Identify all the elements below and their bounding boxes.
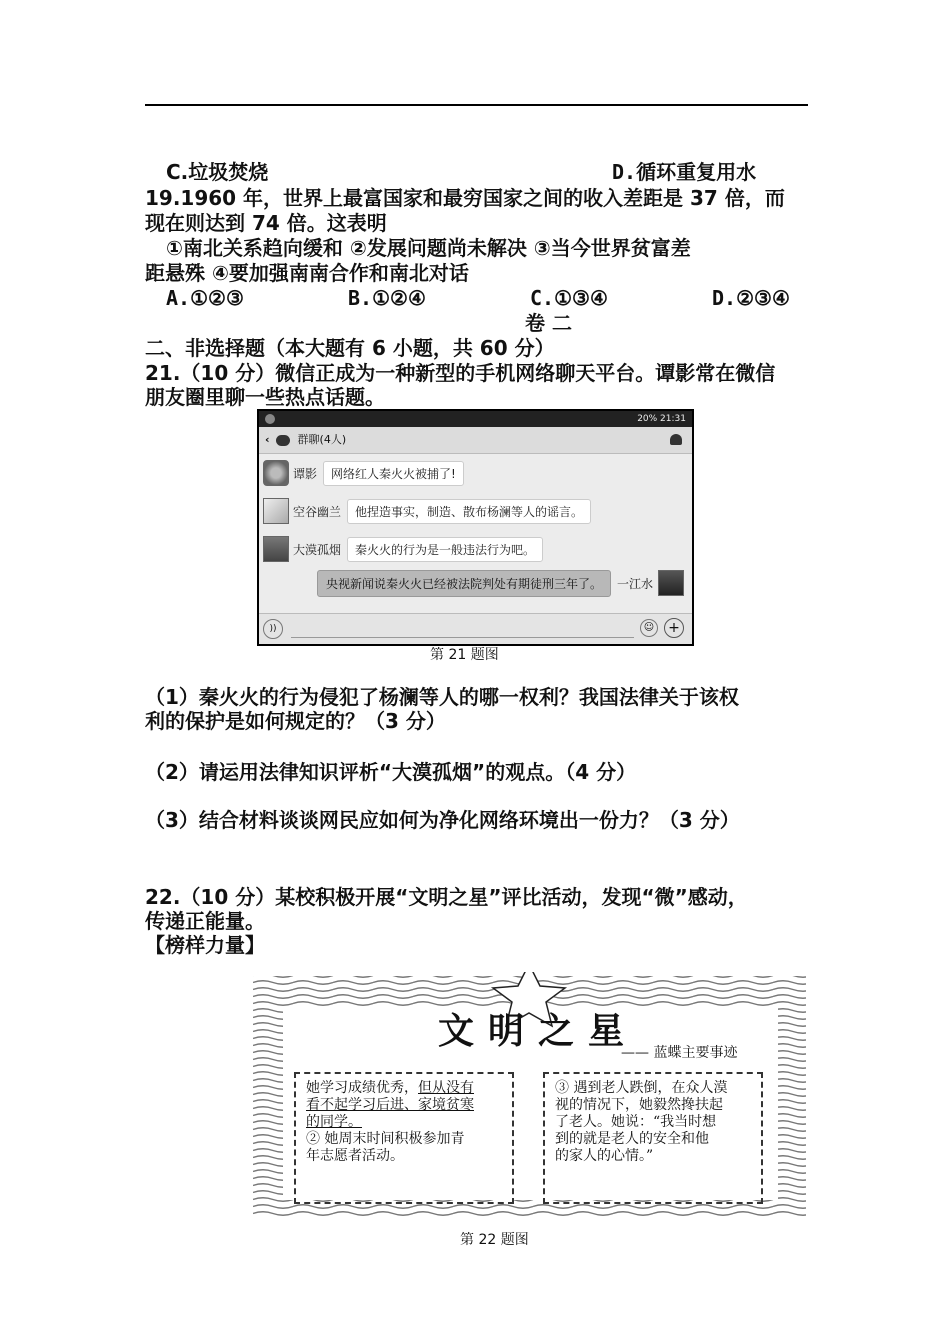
figure-22-caption: 第 22 题图: [460, 1232, 529, 1248]
message-input[interactable]: [291, 637, 634, 638]
deed-text: 看不起学习后进、家境贫寒: [306, 1097, 474, 1113]
sender-name: 一江水: [616, 576, 653, 591]
section-title: 二、非选择题（本大题有 6 小题，共 60 分）: [145, 336, 555, 360]
deed-box-1: [294, 1072, 514, 1204]
q19-items-line1: ①南北关系趋向缓和 ②发展问题尚未解决 ③当今世界贫富差: [166, 236, 691, 260]
avatar: [263, 536, 289, 562]
plus-icon[interactable]: +: [664, 618, 684, 638]
q21-sub1-line2: 利的保护是如何规定的？（3 分）: [145, 709, 446, 733]
app-icon: [265, 414, 275, 424]
q21-sub2: （2）请运用法律知识评析“大漠孤烟”的观点。（4 分）: [145, 760, 637, 784]
q21-sub3: （3）结合材料谈谈网民应如何为净化网络环境出一份力？（3 分）: [145, 808, 740, 832]
deed-box-2: [543, 1072, 763, 1204]
q19-option-d: D.②③④: [712, 286, 790, 310]
q19-option-a: A.①②③: [166, 286, 244, 310]
wechat-icon: [276, 435, 290, 446]
status-bar: [259, 411, 692, 427]
deed-text: 但从没有: [418, 1080, 474, 1096]
chat-message: [263, 535, 543, 563]
civilization-star-poster: [253, 972, 806, 1222]
header-rule: [145, 104, 808, 106]
deed-text: 了老人。她说：“我当时想: [555, 1114, 717, 1130]
q21-stem-line2: 朋友圈里聊一些热点话题。: [145, 385, 385, 409]
chat-title-bar: [259, 427, 692, 454]
chat-input-bar: [259, 613, 692, 644]
chat-message-right: [317, 569, 688, 597]
sender-name: 大漠孤烟: [293, 542, 342, 557]
message-bubble: 他捏造事实，制造、散布杨澜等人的谣言。: [347, 499, 591, 524]
chat-title: 群聊(4人): [297, 433, 347, 446]
q19-option-c: C.①③④: [530, 286, 608, 310]
voice-icon[interactable]: )): [263, 619, 283, 639]
deed-text: ② 她周末时间积极参加青: [306, 1131, 465, 1147]
option-d: D.循环重复用水: [612, 160, 757, 184]
deed-text: 视的情况下，她毅然搀扶起: [555, 1097, 723, 1113]
q22-stem-line1: 22.（10 分）某校积极开展“文明之星”评比活动，发现“微”感动，: [145, 885, 748, 909]
message-bubble: 央视新闻说秦火火已经被法院判处有期徒刑三年了。: [317, 570, 611, 597]
group-members-icon[interactable]: [670, 434, 682, 445]
message-bubble: 网络红人秦火火被捕了!: [323, 461, 464, 486]
q21-sub1-line1: （1）秦火火的行为侵犯了杨澜等人的哪一权利？我国法律关于该权: [145, 685, 739, 709]
poster-title: 文明之星: [438, 1010, 639, 1052]
q22-stem-line2: 传递正能量。: [145, 909, 265, 933]
q19-items-line2: 距悬殊 ④要加强南南合作和南北对话: [145, 261, 469, 285]
q19-stem-line1: 19.1960 年，世界上最富国家和最穷国家之间的收入差距是 37 倍，而: [145, 186, 785, 210]
sender-name: 空谷幽兰: [293, 504, 342, 519]
message-bubble: 秦火火的行为是一般违法行为吧。: [347, 537, 543, 562]
q22-heading: 【榜样力量】: [145, 933, 265, 957]
avatar: [263, 460, 289, 486]
option-c: C.垃圾焚烧: [166, 160, 269, 184]
deed-text: 她学习成绩优秀，: [306, 1080, 418, 1096]
status-text: 20% 21:31: [637, 414, 686, 424]
deed-text: 到的就是老人的安全和他: [555, 1131, 709, 1147]
back-arrow-icon[interactable]: ‹: [265, 433, 270, 446]
volume-title: 卷 二: [525, 311, 572, 335]
poster-subtitle: —— 蓝蝶主要事迹: [621, 1045, 738, 1061]
avatar: [263, 498, 289, 524]
chat-message: [263, 497, 591, 525]
deed-text: 的同学。: [306, 1114, 362, 1130]
deed-text: 的家人的心情。”: [555, 1148, 654, 1164]
sender-name: 谭影: [293, 466, 318, 481]
deed-text: ③ 遇到老人跌倒，在众人漠: [555, 1080, 728, 1096]
chat-message: [263, 459, 464, 487]
emoji-icon[interactable]: ☺: [640, 619, 658, 637]
wechat-screenshot: [257, 409, 694, 646]
q21-stem-line1: 21.（10 分）微信正成为一种新型的手机网络聊天平台。谭影常在微信: [145, 361, 776, 385]
q19-option-b: B.①②④: [348, 286, 426, 310]
figure-21-caption: 第 21 题图: [430, 647, 499, 663]
deed-text: 年志愿者活动。: [306, 1148, 404, 1164]
avatar: [658, 570, 684, 596]
q19-stem-line2: 现在则达到 74 倍。这表明: [145, 211, 387, 235]
